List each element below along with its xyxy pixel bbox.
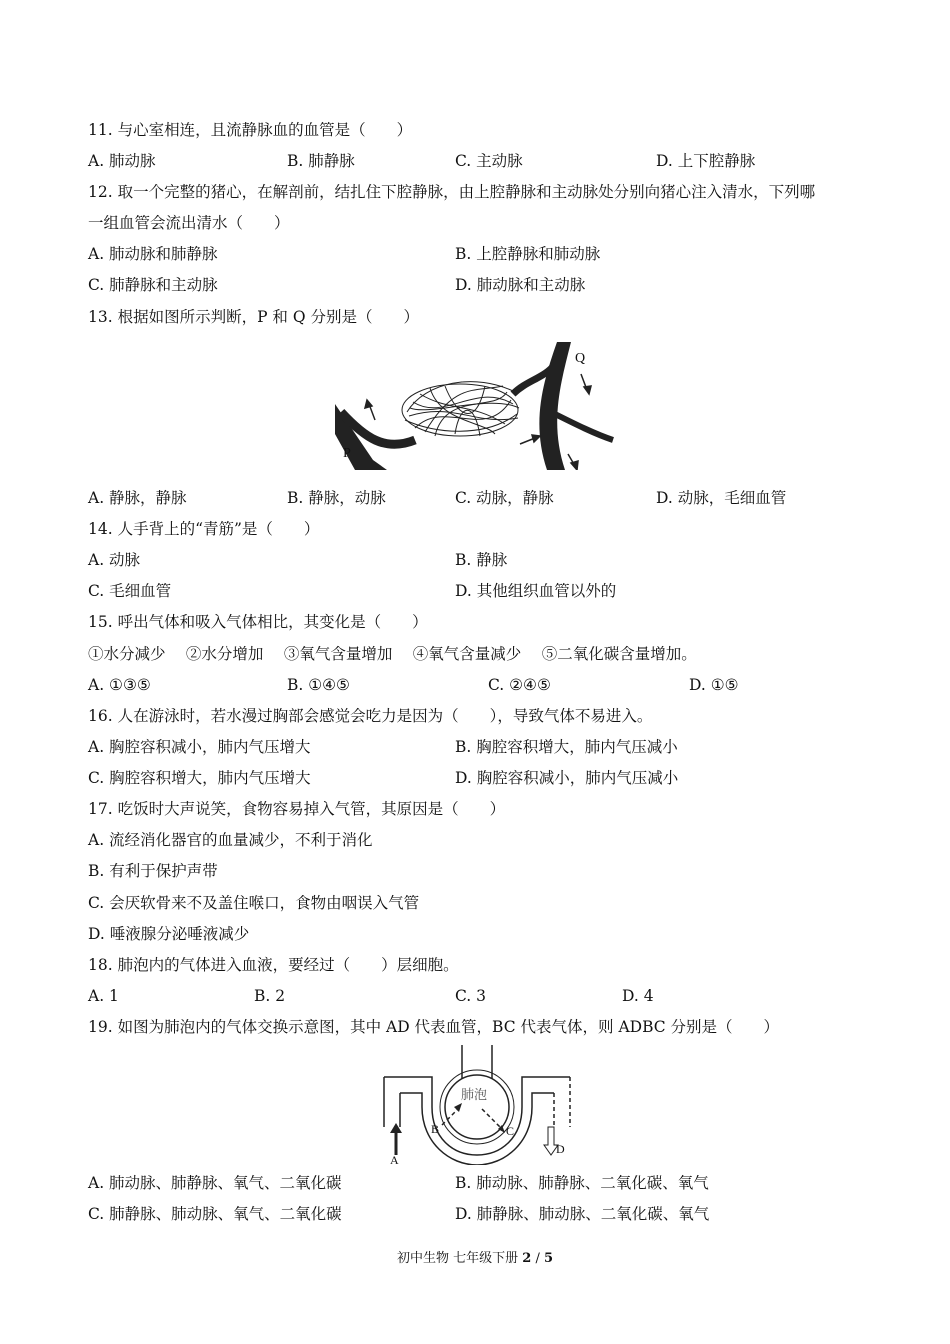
q15-option-c: C. ②④⑤ <box>488 676 551 694</box>
q19-option-b: B. 肺动脉、肺静脉、二氧化碳、氧气 <box>455 1174 709 1192</box>
q17-option-c: C. 会厌软骨来不及盖住喉口，食物由咽误入气管 <box>88 894 420 912</box>
q19-label-alveolus: 肺泡 <box>461 1088 488 1103</box>
q11-option-b: B. 肺静脉 <box>287 152 355 170</box>
q15-option-b: B. ①④⑤ <box>287 676 350 694</box>
q16-option-c: C. 胸腔容积增大，肺内气压增大 <box>88 769 311 787</box>
q14-option-c: C. 毛细血管 <box>88 582 172 600</box>
q12-option-c: C. 肺静脉和主动脉 <box>88 276 218 294</box>
q14-stem: 14. 人手背上的“青筋”是（ ） <box>88 520 320 538</box>
q13-option-d: D. 动脉，毛细血管 <box>656 489 787 507</box>
q13-option-b: B. 静脉，动脉 <box>287 489 386 507</box>
q17-option-d: D. 唾液腺分泌唾液减少 <box>88 925 250 943</box>
q19-label-a: A <box>390 1153 399 1165</box>
q19-option-c: C. 肺静脉、肺动脉、氧气、二氧化碳 <box>88 1205 342 1223</box>
q11-option-d: D. 上下腔静脉 <box>656 152 756 170</box>
q19-option-a: A. 肺动脉、肺静脉、氧气、二氧化碳 <box>88 1174 342 1192</box>
q13-stem: 13. 根据如图所示判断，P 和 Q 分别是（ ） <box>88 308 419 326</box>
q19-alveolus-figure <box>382 1045 572 1165</box>
q15-items: ①水分减少 ②水分增加 ③氧气含量增加 ④氧气含量减少 ⑤二氧化碳含量增加。 <box>88 645 697 663</box>
q18-option-a: A. 1 <box>88 987 119 1005</box>
footer-subject: 初中生物 七年级下册 <box>396 1251 519 1266</box>
q19-label-c: C <box>506 1124 515 1138</box>
q17-stem: 17. 吃饭时大声说笑，食物容易掉入气管，其原因是（ ） <box>88 800 506 818</box>
q17-option-a: A. 流经消化器官的血量减少，不利于消化 <box>88 831 373 849</box>
footer-total-pages: 5 <box>543 1251 554 1266</box>
q13-capillary-figure <box>335 342 620 470</box>
q19-label-d: D <box>556 1142 565 1156</box>
q12-stem-line1: 12. 取一个完整的猪心，在解剖前，结扎住下腔静脉，由上腔静脉和主动脉处分别向猪心注入清水，下列哪 <box>88 183 816 201</box>
q18-option-c: C. 3 <box>455 987 487 1005</box>
q11-option-a: A. 肺动脉 <box>88 152 156 170</box>
q14-option-d: D. 其他组织血管以外的 <box>455 582 617 600</box>
q15-option-a: A. ①③⑤ <box>88 676 151 694</box>
q13-option-c: C. 动脉，静脉 <box>455 489 554 507</box>
q13-label-p: P <box>343 446 351 461</box>
q18-option-d: D. 4 <box>622 987 654 1005</box>
q12-option-d: D. 肺动脉和主动脉 <box>455 276 586 294</box>
q14-option-a: A. 动脉 <box>88 551 141 569</box>
q19-label-b: B <box>431 1122 440 1136</box>
q12-option-a: A. 肺动脉和肺静脉 <box>88 245 218 263</box>
q17-option-b: B. 有利于保护声带 <box>88 862 218 880</box>
q11-option-c: C. 主动脉 <box>455 152 523 170</box>
q16-option-a: A. 胸腔容积减小，肺内气压增大 <box>88 738 311 756</box>
q11-stem: 11. 与心室相连，且流静脉血的血管是（ ） <box>88 121 413 139</box>
q13-label-q: Q <box>575 351 586 366</box>
q16-option-d: D. 胸腔容积减小，肺内气压减小 <box>455 769 679 787</box>
footer-separator: / <box>531 1251 544 1266</box>
q12-option-b: B. 上腔静脉和肺动脉 <box>455 245 601 263</box>
q16-stem: 16. 人在游泳时，若水漫过胸部会感觉会吃力是因为（ ），导致气体不易进入。 <box>88 707 653 725</box>
q13-option-a: A. 静脉，静脉 <box>88 489 187 507</box>
footer-page-number: 2 <box>522 1251 532 1266</box>
q16-option-b: B. 胸腔容积增大，肺内气压减小 <box>455 738 678 756</box>
q18-option-b: B. 2 <box>254 987 286 1005</box>
q18-stem: 18. 肺泡内的气体进入血液，要经过（ ）层细胞。 <box>88 956 459 974</box>
q15-stem: 15. 呼出气体和吸入气体相比，其变化是（ ） <box>88 613 428 631</box>
q19-option-d: D. 肺静脉、肺动脉、二氧化碳、氧气 <box>455 1205 710 1223</box>
q14-option-b: B. 静脉 <box>455 551 508 569</box>
q19-stem: 19. 如图为肺泡内的气体交换示意图，其中 AD 代表血管，BC 代表气体，则 ADBC 分别是（ ） <box>88 1018 780 1036</box>
q15-option-d: D. ①⑤ <box>689 676 739 694</box>
q12-stem-line2: 一组血管会流出清水（ ） <box>88 214 290 232</box>
page-footer <box>0 1247 950 1266</box>
